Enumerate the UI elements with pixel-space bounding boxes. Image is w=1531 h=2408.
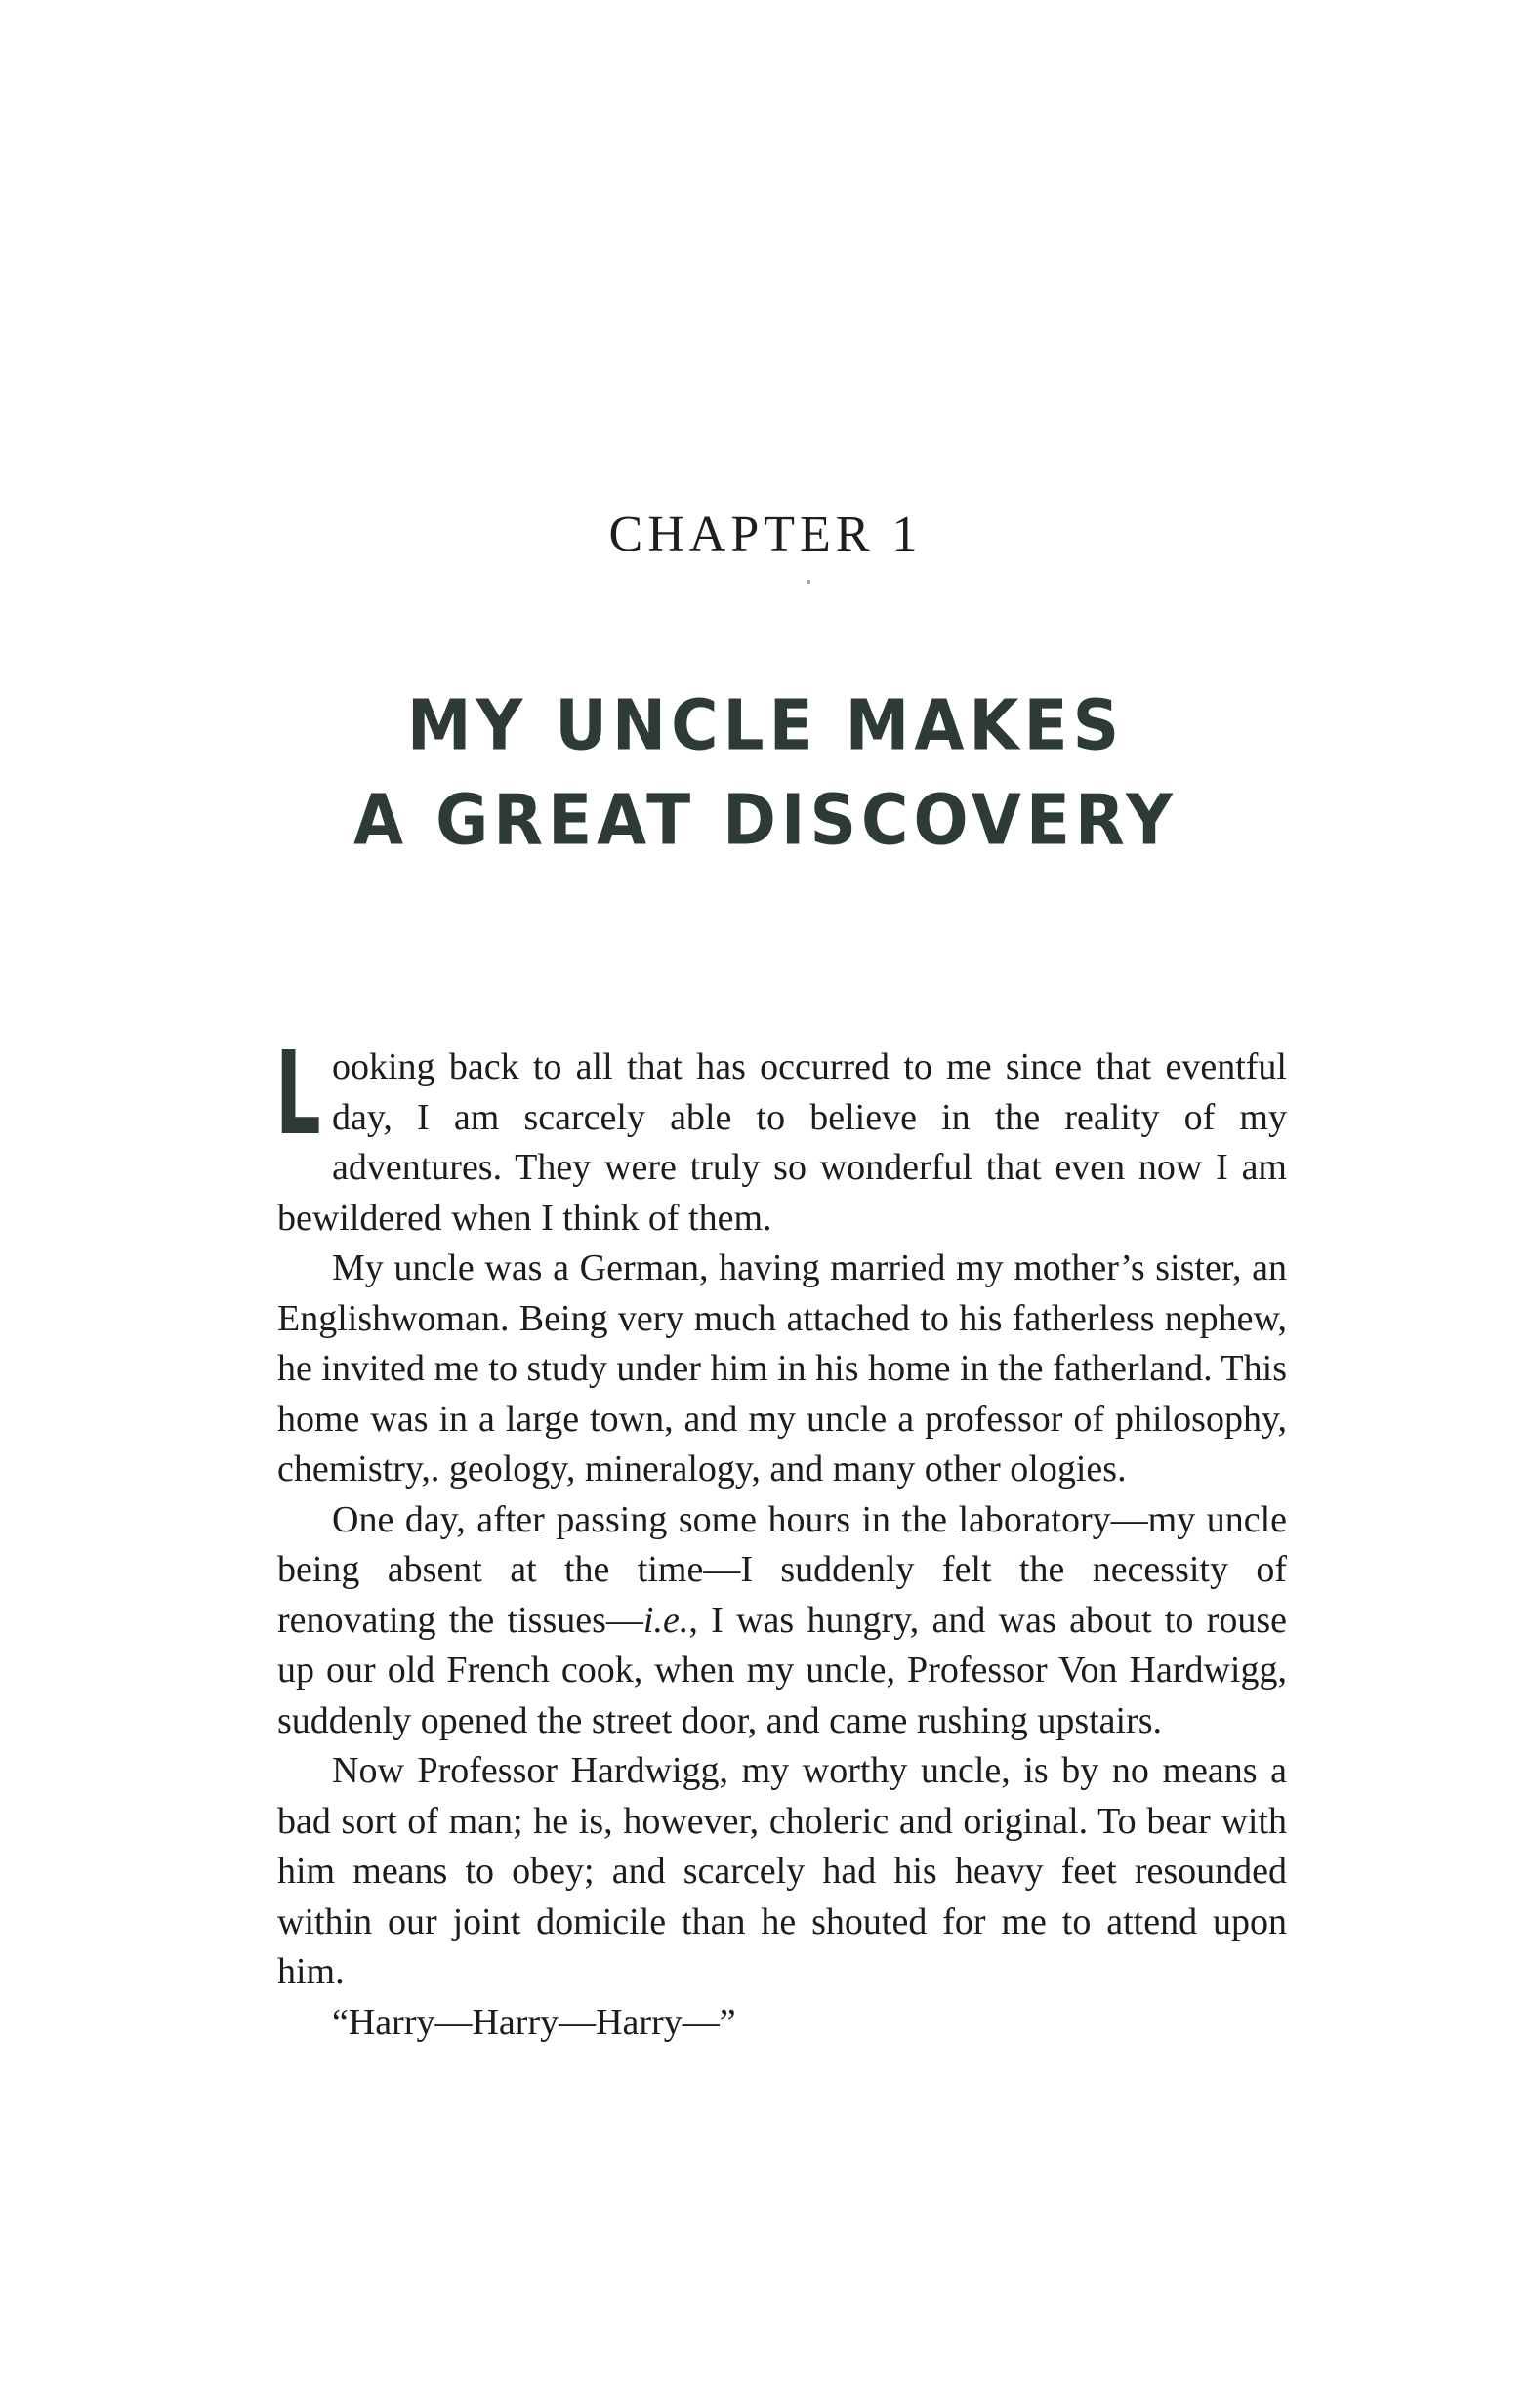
paragraph-3-text-end: , I was hungry, and was about to rouse up our old French cook, when my uncle, Professor Von Hardwigg, suddenly opened the street door, and came rushing upstairs.: [277, 1599, 1287, 1741]
chapter-body: [275, 1026, 1287, 2048]
chapter-title-line-1: MY UNCLE MAKES: [406, 684, 1125, 766]
chapter-number: CHAPTER 1: [608, 507, 923, 562]
chapter-title-line-2: A GREAT DISCOVERY: [353, 779, 1178, 861]
paragraph-1: [275, 1026, 1287, 1244]
paragraph-1-text: ooking back to all that has occurred to me since that eventful day, I am scarcely able to believe in the reality of my adventures. They were truly so wonderful that even now I am bewildered when I think of them.: [277, 1046, 1287, 1239]
paragraph-5-dialogue: “Harry—Harry—Harry—”: [332, 2001, 736, 2043]
drop-cap-letter: L: [275, 1026, 321, 1161]
paragraph-4: Now Professor Hardwigg, my worthy uncle, is by no means a bad sort of man; he is, however, choleric and original. To bear with him means to obey; and scarcely had his heavy feet resounded within our joint domicile than he shouted for me to attend upon him.: [277, 1750, 1287, 1992]
paragraph-3-italic-ie: i.e.: [642, 1599, 689, 1641]
paragraph-3-text-start: One day, after passing some hours in the laboratory—my uncle being absent at the time—I suddenly felt the necessity of renovating the tissues—: [277, 1498, 1287, 1641]
chapter-title: [0, 678, 1531, 868]
paragraph-2: My uncle was a German, having married my mother’s sister, an Englishwoman. Being very much attached to his fatherless nephew, he invited me to study under him in his home in the fatherland. This home was in a large town, and my uncle a professor of philosophy, chemistry,. geology, mineralogy, and many other ologies.: [277, 1247, 1287, 1490]
paragraph-3: [277, 1495, 1287, 1747]
chapter-ornament-dot: [807, 580, 810, 584]
